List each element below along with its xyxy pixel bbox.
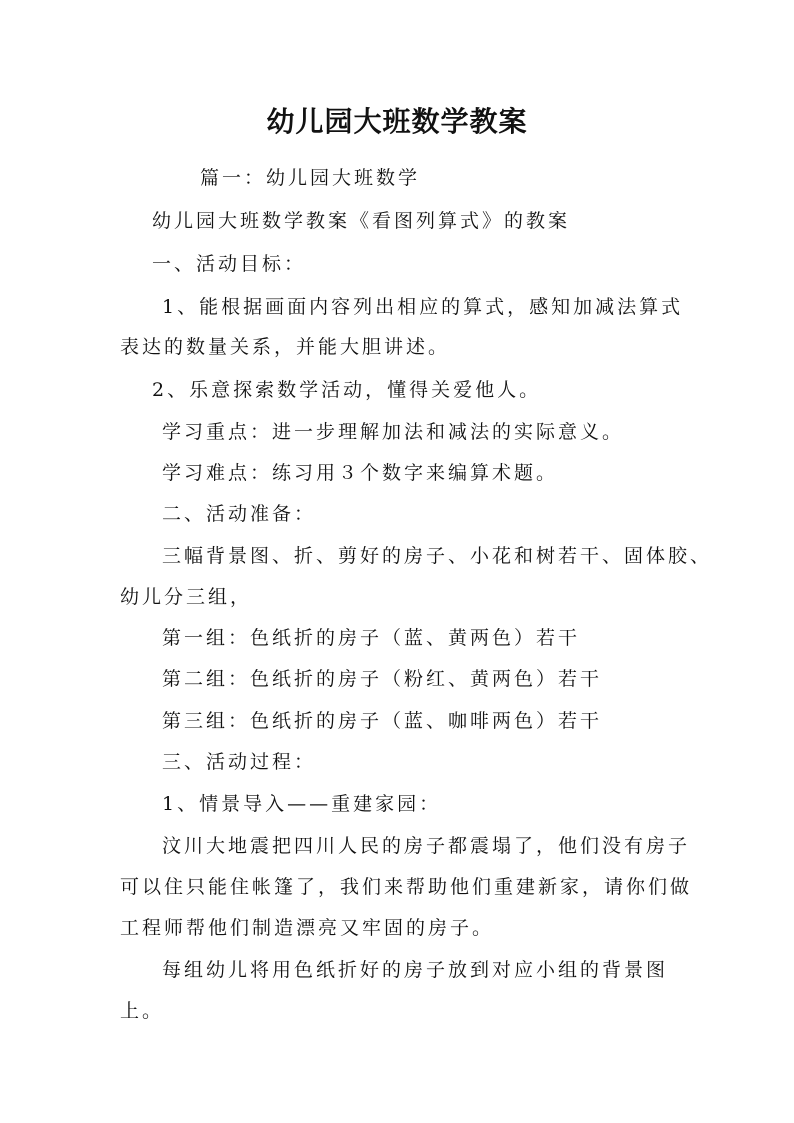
preparation-line-2: 幼儿分三组， bbox=[120, 586, 253, 608]
goal-2: 2、乐意探索数学活动，懂得关爱他人。 bbox=[152, 379, 542, 401]
process-step-1-heading: 1、情景导入——重建家园： bbox=[162, 793, 442, 815]
section-heading-part-one: 篇一：幼儿园大班数学 bbox=[200, 167, 421, 189]
learning-focus: 学习重点：进一步理解加法和减法的实际意义。 bbox=[162, 421, 625, 443]
process-paragraph-2-line-2: 上。 bbox=[120, 1000, 165, 1022]
group-3: 第三组：色纸折的房子（蓝、咖啡两色）若干 bbox=[162, 710, 603, 732]
group-2: 第二组：色纸折的房子（粉红、黄两色）若干 bbox=[162, 668, 603, 690]
goal-1-line-1: 1、能根据画面内容列出相应的算式，感知加减法算式 bbox=[162, 296, 684, 318]
document-title: 幼儿园大班数学教案 bbox=[266, 105, 528, 138]
heading-activity-process: 三、活动过程： bbox=[162, 751, 317, 773]
preparation-line-1: 三幅背景图、折、剪好的房子、小花和树若干、固体胶、 bbox=[162, 545, 713, 567]
process-paragraph-line-2: 可以住只能住帐篷了，我们来帮助他们重建新家，请你们做 bbox=[120, 876, 693, 898]
learning-difficulty: 学习难点：练习用３个数字来编算术题。 bbox=[162, 462, 559, 484]
process-paragraph-line-1: 汶川大地震把四川人民的房子都震塌了，他们没有房子 bbox=[162, 835, 691, 857]
process-paragraph-2-line-1: 每组幼儿将用色纸折好的房子放到对应小组的背景图 bbox=[162, 959, 669, 981]
lesson-plan-title: 幼儿园大班数学教案《看图列算式》的教案 bbox=[152, 210, 571, 232]
goal-1-line-2: 表达的数量关系，并能大胆讲述。 bbox=[120, 336, 451, 358]
process-paragraph-line-3: 工程师帮他们制造漂亮又牢固的房子。 bbox=[120, 917, 495, 939]
heading-activity-preparation: 二、活动准备： bbox=[162, 503, 317, 525]
heading-activity-goals: 一、活动目标： bbox=[152, 253, 307, 275]
group-1: 第一组：色纸折的房子（蓝、黄两色）若干 bbox=[162, 627, 581, 649]
